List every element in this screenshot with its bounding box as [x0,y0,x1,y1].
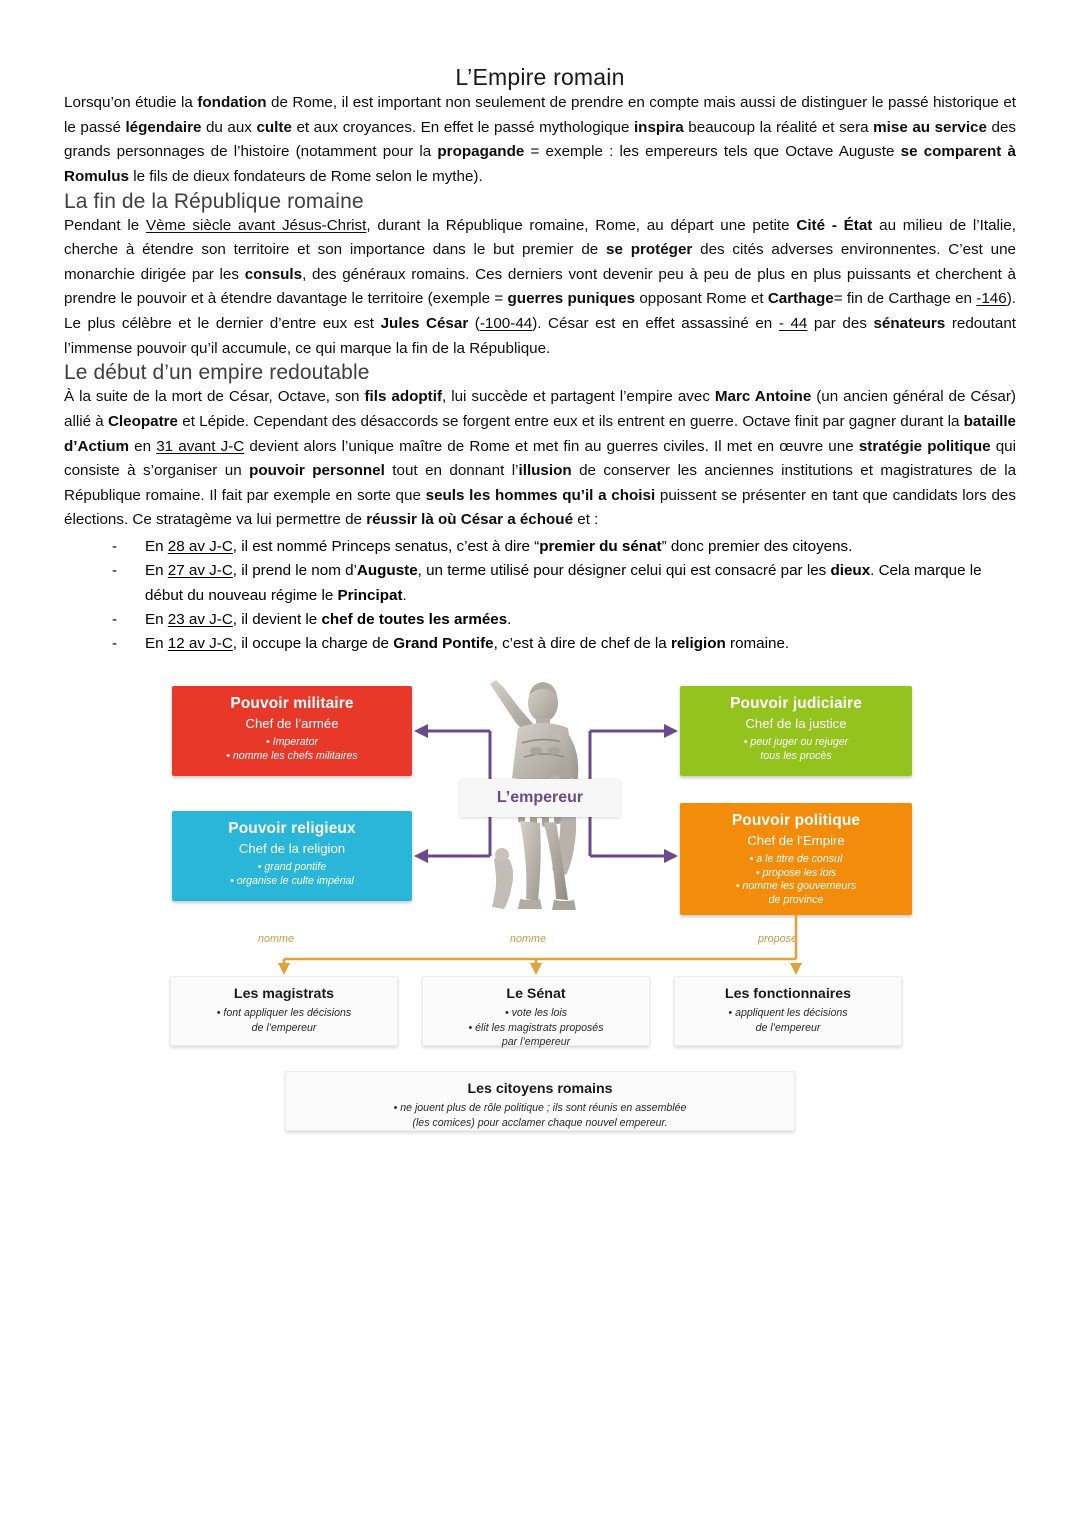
power-title-religieux: Pouvoir religieux [228,819,356,837]
diagram-line: • Imperator [266,735,318,748]
institution-title-senat: Le Sénat [506,985,566,1002]
power-items-militaire [172,736,412,764]
diagram-line: de province [768,894,824,907]
institution-title-fonctionnaires: Les fonctionnaires [724,985,852,1002]
emperor-powers-diagram [160,671,920,1141]
diagram-line: • élit les magistrats proposés [468,1021,604,1034]
power-items-politique [680,853,912,909]
power-box-militaire [172,686,412,776]
diagram-line: • ne jouent plus de rôle politique ; ils sont réunis en assemblée [393,1102,687,1115]
institution-items-fonctionnaires [675,1006,901,1035]
power-box-politique [680,803,912,915]
power-title-judiciaire: Pouvoir judiciaire [730,694,862,712]
list-item: - En 12 av J-C, il occupe la charge de Grand Pontife, c’est à dire de chef de la religion romaine. [112,632,1016,656]
diagram-line: • peut juger ou rejuger [743,735,849,748]
list-item: - En 27 av J-C, il prend le nom d’Auguste, un terme utilisé pour désigner celui qui est consacré par les dieux. Cela marque le début du nouveau régime le Principat. [112,559,1016,608]
flow-label-fonctionnaires: propose [758,932,798,945]
flow-label-magistrats: nomme [258,932,295,945]
diagram-line: de l’empereur [251,1021,317,1034]
power-title-politique: Pouvoir politique [731,811,861,829]
diagram-line: • nomme les chefs militaires [226,749,358,762]
power-items-judiciaire [680,736,912,764]
institution-box-magistrats [170,976,398,1046]
power-subtitle-militaire: Chef de l’armée [245,716,339,732]
list-item-marker: - [112,610,118,628]
citizens-items [286,1101,794,1130]
diagram-line: • nomme les gouverneurs [735,880,857,893]
power-items-religieux [172,861,412,889]
list-item: - En 28 av J-C, il est nommé Princeps senatus, c’est à dire “premier du sénat” donc premier des citoyens. [112,535,1016,559]
list-item: - En 23 av J-C, il devient le chef de toutes les armées. [112,608,1016,632]
power-box-religieux [172,811,412,901]
institution-items-senat [423,1006,649,1049]
section-heading-republique: La fin de la République romaine [64,189,364,213]
diagram-line: tous les procès [760,749,832,762]
institution-box-senat [422,976,650,1049]
flow-label-senat: nomme [510,932,547,945]
empire-paragraph: À la suite de la mort de César, Octave, son fils adoptif, lui succède et partagent l’empire avec Marc Antoine (un ancien général de César) allié à Cleopatre et Lépide. Cependant des désaccords se forgent entre eux et ils entrent en guerre. Octave finit par gagner durant la bataille d’Actium en 31 avant J-C devient alors l’unique maître de Rome et met fin au guerres civiles. Il met en œuvre une stratégie politique qui consiste à s’organiser un pouvoir personnel tout en donnant l’illusion de conserver les anciennes institutions et magistratures de la République romaine. Il fait par exemple en sorte que seuls les hommes qu’il a choisi puissent se présenter en tant que candidats lors des élections. Ce stratagème va lui permettre de réussir là où César a échoué et : [64,388,1017,529]
republique-paragraph: Pendant le Vème siècle avant Jésus-Christ, durant la République romaine, Rome, au départ une petite Cité - État au milieu de l’Italie, cherche à étendre son territoire et son importance dans le but premier de se protéger des cités adverses environnentes. C’est une monarchie dirigée par les consuls, des généraux romains. Ces derniers vont devenir peu à peu de plus en plus puissants et cherchent à prendre le pouvoir et à étendre davantage le territoire (exemple = guerres puniques opposant Rome et Carthage= fin de Carthage en -146). Le plus célèbre et le dernier d’entre eux est Jules César (-100-44). César est en effet assassiné en - 44 par des sénateurs redoutant l’immense pouvoir qu’il accumule, ce qui marque la fin de la République. [64,216,1017,357]
power-box-judiciaire [680,686,912,776]
institution-title-magistrats: Les magistrats [233,985,335,1002]
emperor-center-label: L’empereur [460,779,620,817]
list-item-marker: - [112,538,118,555]
list-item-marker: - [112,562,118,580]
diagram-line: • vote les lois [504,1007,567,1020]
diagram-line: • appliquent les décisions [728,1007,848,1020]
citizens-box [285,1071,795,1131]
diagram-line: • a le titre de consul [749,852,843,865]
section-heading-empire: Le début d’un empire redoutable [64,361,370,385]
power-title-militaire: Pouvoir militaire [230,694,354,712]
institution-items-magistrats [171,1006,397,1035]
diagram-line: • grand pontife [257,860,327,873]
list-item-marker: - [112,635,118,653]
page-title: L’Empire romain [455,64,625,90]
citizens-title: Les citoyens romains [467,1080,613,1097]
power-subtitle-religieux: Chef de la religion [238,841,346,857]
empire-bullet-list [64,535,1016,657]
diagram-line: • font appliquer les décisions [216,1007,352,1020]
diagram-line: • organise le culte impérial [230,874,354,887]
power-subtitle-politique: Chef de l’Empire [747,833,845,849]
institution-box-fonctionnaires [674,976,902,1046]
diagram-line: de l’empereur [755,1021,821,1034]
power-subtitle-judiciaire: Chef de la justice [745,716,847,732]
intro-paragraph: Lorsqu’on étudie la fondation de Rome, il est important non seulement de prendre en compte mais aussi de distinguer le passé historique et le passé légendaire du aux culte et aux croyances. En effet le passé mythologique inspira beaucoup la réalité et sera mise au service des grands personnages de l’histoire (notamment pour la propagande = exemple : les empereurs tels que Octave Auguste se comparent à Romulus le fils de dieux fondateurs de Rome selon le mythe). [64,94,1016,185]
diagram-line: (les comices) pour acclamer chaque nouvel empereur. [412,1116,668,1129]
diagram-line: • propose les lois [755,866,837,879]
diagram-line: par l’empereur [501,1036,571,1049]
